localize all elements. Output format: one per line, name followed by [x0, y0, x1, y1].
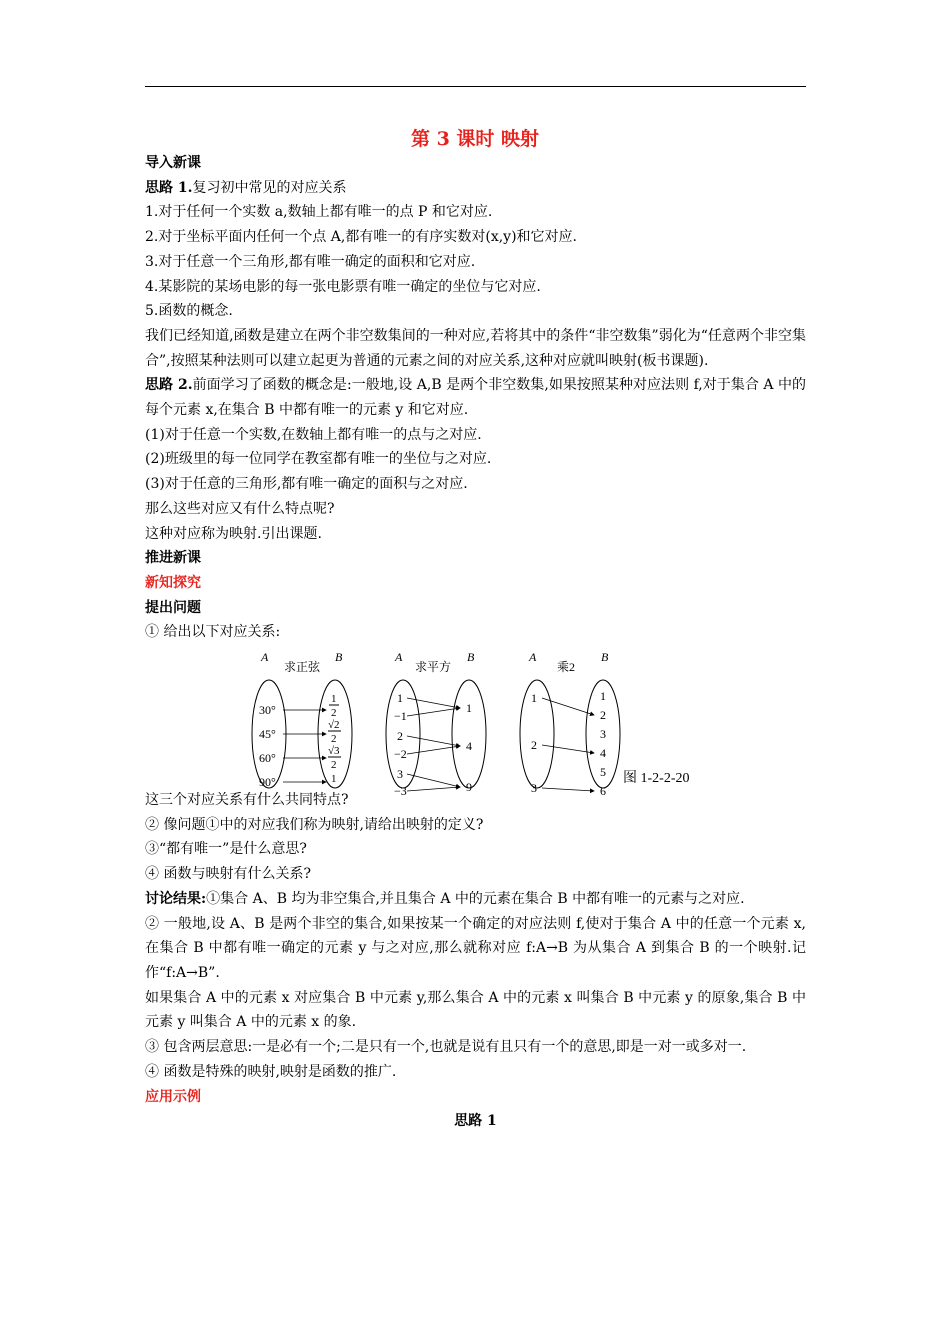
discussion-result-3: ③ 包含两层意思:一是必有一个;二是只有一个,也就是说有且只有一个的意思,即是一对一或多对一. [145, 1039, 747, 1056]
header-rule [145, 86, 806, 87]
d3-a-3: 3 [531, 781, 537, 796]
svg-text:1: 1 [331, 773, 337, 786]
discussion-label: 讨论结果: [145, 890, 207, 907]
d3-b-3: 3 [600, 727, 606, 742]
d1-a-2: 45° [259, 727, 276, 742]
list-item-2: 2.对于坐标平面内任何一个点 A,都有唯一的有序实数对(x,y)和它对应. [145, 229, 577, 246]
section-heading-new-lesson: 推进新课 [145, 550, 201, 567]
section-heading-intro: 导入新课 [145, 155, 201, 171]
figure-caption: 图 1-2-2-20 [623, 771, 690, 787]
d3-b-6: 6 [600, 784, 606, 799]
question-3: ③“都有唯一”是什么意思? [145, 841, 307, 858]
d3-label-a: A [529, 650, 537, 665]
approach-1-text: 复习初中常见的对应关系 [192, 179, 347, 196]
d2-label-a: A [395, 650, 403, 665]
section-heading-explore: 新知探究 [145, 574, 201, 591]
svg-text:2: 2 [331, 733, 337, 746]
d1-arrows [283, 710, 326, 782]
d2-b-1: 1 [466, 701, 472, 716]
d3-rule: 乘2 [557, 660, 576, 675]
d2-set-a [386, 680, 420, 788]
discussion-result-preimage: 如果集合 A 中的元素 x 对应集合 B 中元素 y,那么集合 A 中的元素 x 叫集合 B 中元素 y 的原象,集合 B 中元素 y 叫集合 A 中的元素 x 的象. [145, 989, 806, 1031]
d1-a-1: 30° [259, 703, 276, 718]
d2-a-5: 3 [397, 767, 403, 782]
d2-rule: 求平方 [415, 660, 452, 675]
d3-b-5: 5 [600, 765, 606, 780]
mapping-figure [145, 645, 806, 799]
svg-text:1: 1 [331, 693, 337, 706]
example-1: (1)对于任意一个实数,在数轴上都有唯一的点与之对应. [145, 426, 482, 443]
d2-a-6: −3 [394, 784, 407, 799]
approach-2-label: 思路 2. [145, 377, 193, 394]
question-4: ④ 函数与映射有什么关系? [145, 866, 311, 883]
d2-a-1: 1 [397, 691, 403, 706]
d3-b-2: 2 [600, 708, 606, 723]
approach-2-paragraph [145, 373, 806, 422]
d3-a-2: 2 [531, 738, 537, 753]
list-item-5: 5.函数的概念. [145, 303, 233, 320]
document-body [145, 151, 806, 1134]
intro-paragraph: 我们已经知道,函数是建立在两个非空数集间的一种对应,若将其中的条件“非空数集”弱化为“任意两个非空集合”,按照某种法则可以建立起更为普通的元素之间的对应关系,这种对应就叫映射(板书课题). [145, 327, 806, 369]
question-1: ① 给出以下对应关系: [145, 624, 281, 641]
d2-a-4: −2 [394, 747, 407, 762]
approach-2-text: 前面学习了函数的概念是:一般地,设 A,B 是两个非空数集,如果按照某种对应法则 f,对于集合 A 中的每个元素 x,在集合 B 中都有唯一的元素 y 和它对应. [145, 377, 806, 419]
question-line: 那么这些对应又有什么特点呢? [145, 500, 335, 517]
d1-a-3: 60° [259, 751, 276, 766]
list-item-3: 3.对于任意一个三角形,都有唯一确定的面积和它对应. [145, 253, 476, 270]
example-3: (3)对于任意的三角形,都有唯一确定的面积与之对应. [145, 476, 468, 493]
d1-a-4: 90° [259, 775, 276, 790]
approach-1-line [145, 176, 806, 201]
d2-a-2: −1 [394, 709, 407, 724]
approach-1-label: 思路 1. [145, 179, 193, 196]
d3-label-b: B [601, 650, 609, 665]
page-title: 第 3 课时 映射 [410, 128, 540, 150]
list-item-4: 4.某影院的某场电影的每一张电影票有唯一确定的坐位与它对应. [145, 278, 541, 295]
d2-b-2: 4 [466, 739, 472, 754]
d1-label-b: B [335, 650, 343, 665]
discussion-result-2: ② 一般地,设 A、B 是两个非空的集合,如果按某一个确定的对应法则 f,使对于集合 A 中的任意一个元素 x,在集合 B 中都有唯一确定的元素 y 与之对应,那么就称对应 f:A→B 为从集合 A 到集合 B 的一个映射.记作“f:A→B”. [145, 915, 806, 981]
subsection-heading-approach-1: 思路 1 [454, 1113, 497, 1130]
svg-text:√2: √2 [328, 719, 340, 732]
d3-b-1: 1 [600, 689, 606, 704]
d1-rule: 求正弦 [284, 660, 321, 675]
d1-b-values [328, 693, 341, 785]
d3-a-1: 1 [531, 691, 537, 706]
section-heading-examples: 应用示例 [145, 1088, 201, 1105]
d2-b-3: 9 [466, 780, 472, 795]
example-2: (2)班级里的每一位同学在教室都有唯一的坐位与之对应. [145, 451, 492, 468]
discussion-text: ①集合 A、B 均为非空集合,并且集合 A 中的元素在集合 B 中都有唯一的元素与之对应. [206, 890, 745, 907]
svg-text:√3: √3 [328, 745, 340, 758]
d3-set-a [520, 680, 554, 788]
question-1-follow: 这三个对应关系有什么共同特点? [145, 792, 349, 809]
question-2: ② 像问题①中的对应我们称为映射,请给出映射的定义? [145, 816, 484, 833]
d2-arrows [407, 698, 460, 791]
lead-in-line: 这种对应称为映射.引出课题. [145, 525, 322, 542]
d1-label-a: A [261, 650, 269, 665]
d2-label-b: B [467, 650, 475, 665]
svg-text:2: 2 [331, 759, 337, 772]
d2-set-b [452, 680, 486, 788]
discussion-result-4: ④ 函数是特殊的映射,映射是函数的推广. [145, 1063, 397, 1080]
d3-b-4: 4 [600, 746, 606, 761]
d2-a-3: 2 [397, 729, 403, 744]
svg-text:2: 2 [331, 707, 337, 720]
list-item-1: 1.对于任何一个实数 a,数轴上都有唯一的点 P 和它对应. [145, 204, 493, 221]
section-heading-questions: 提出问题 [145, 599, 201, 616]
discussion-result-1 [145, 887, 806, 912]
